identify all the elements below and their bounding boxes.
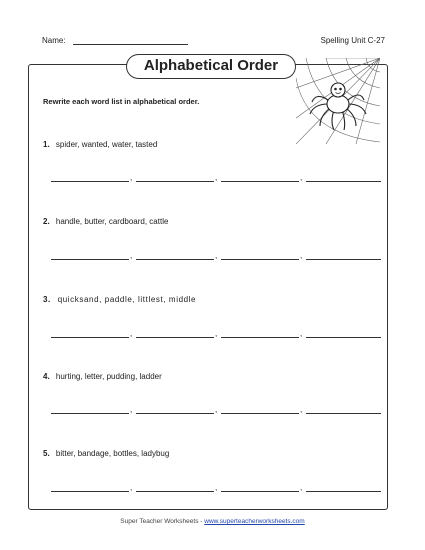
answer-blank[interactable]	[221, 491, 299, 492]
answer-row	[51, 483, 381, 497]
comma: ,	[130, 483, 133, 492]
comma: ,	[130, 251, 133, 260]
comma: ,	[215, 251, 218, 260]
item-number: 4.	[43, 372, 50, 381]
item-words: handle, butter, cardboard, cattle	[55, 217, 169, 226]
footer-separator: -	[200, 518, 203, 525]
comma: ,	[130, 405, 133, 414]
item-number: 1.	[43, 140, 50, 149]
footer-site-name: Super Teacher Worksheets	[120, 518, 199, 525]
unit-label: Spelling Unit C-27	[320, 36, 385, 45]
instructions: Rewrite each word list in alphabetical order.	[43, 97, 200, 106]
answer-blank[interactable]	[136, 259, 214, 260]
answer-blank[interactable]	[51, 181, 129, 182]
list-item	[43, 449, 169, 458]
name-row	[42, 36, 66, 45]
list-item	[43, 217, 168, 226]
answer-blank[interactable]	[136, 413, 214, 414]
page-title: Alphabetical Order	[126, 54, 296, 79]
answer-blank[interactable]	[221, 259, 299, 260]
list-item	[43, 372, 162, 381]
answer-blank[interactable]	[136, 337, 214, 338]
comma: ,	[215, 329, 218, 338]
item-words: quicksand, paddle, littlest, middle	[57, 295, 197, 304]
comma: ,	[300, 329, 303, 338]
list-item	[43, 140, 157, 149]
answer-blank[interactable]	[306, 413, 381, 414]
answer-blank[interactable]	[51, 491, 129, 492]
name-line[interactable]	[73, 44, 188, 45]
item-number: 3.	[43, 295, 51, 304]
answer-blank[interactable]	[136, 181, 214, 182]
footer	[0, 518, 425, 525]
item-words: hurting, letter, pudding, ladder	[55, 372, 162, 381]
answer-blank[interactable]	[306, 259, 381, 260]
item-number: 2.	[43, 217, 50, 226]
item-number: 5.	[43, 449, 50, 458]
answer-blank[interactable]	[136, 491, 214, 492]
comma: ,	[300, 173, 303, 182]
answer-row	[51, 251, 381, 265]
item-words: spider, wanted, water, tasted	[55, 140, 158, 149]
name-label: Name:	[42, 36, 66, 45]
answer-blank[interactable]	[51, 337, 129, 338]
comma: ,	[215, 483, 218, 492]
comma: ,	[300, 405, 303, 414]
answer-blank[interactable]	[51, 259, 129, 260]
item-words: bitter, bandage, bottles, ladybug	[55, 449, 170, 458]
answer-blank[interactable]	[306, 491, 381, 492]
comma: ,	[215, 405, 218, 414]
spider-web-icon	[296, 58, 380, 144]
answer-blank[interactable]	[221, 181, 299, 182]
answer-blank[interactable]	[51, 413, 129, 414]
comma: ,	[300, 251, 303, 260]
comma: ,	[130, 173, 133, 182]
footer-link[interactable]: www.superteacherworksheets.com	[204, 518, 305, 525]
answer-blank[interactable]	[306, 337, 381, 338]
answer-blank[interactable]	[306, 181, 381, 182]
comma: ,	[130, 329, 133, 338]
comma: ,	[300, 483, 303, 492]
list-item	[43, 295, 196, 304]
answer-row	[51, 173, 381, 187]
comma: ,	[215, 173, 218, 182]
answer-row	[51, 405, 381, 419]
answer-blank[interactable]	[221, 413, 299, 414]
answer-row	[51, 329, 381, 343]
answer-blank[interactable]	[221, 337, 299, 338]
